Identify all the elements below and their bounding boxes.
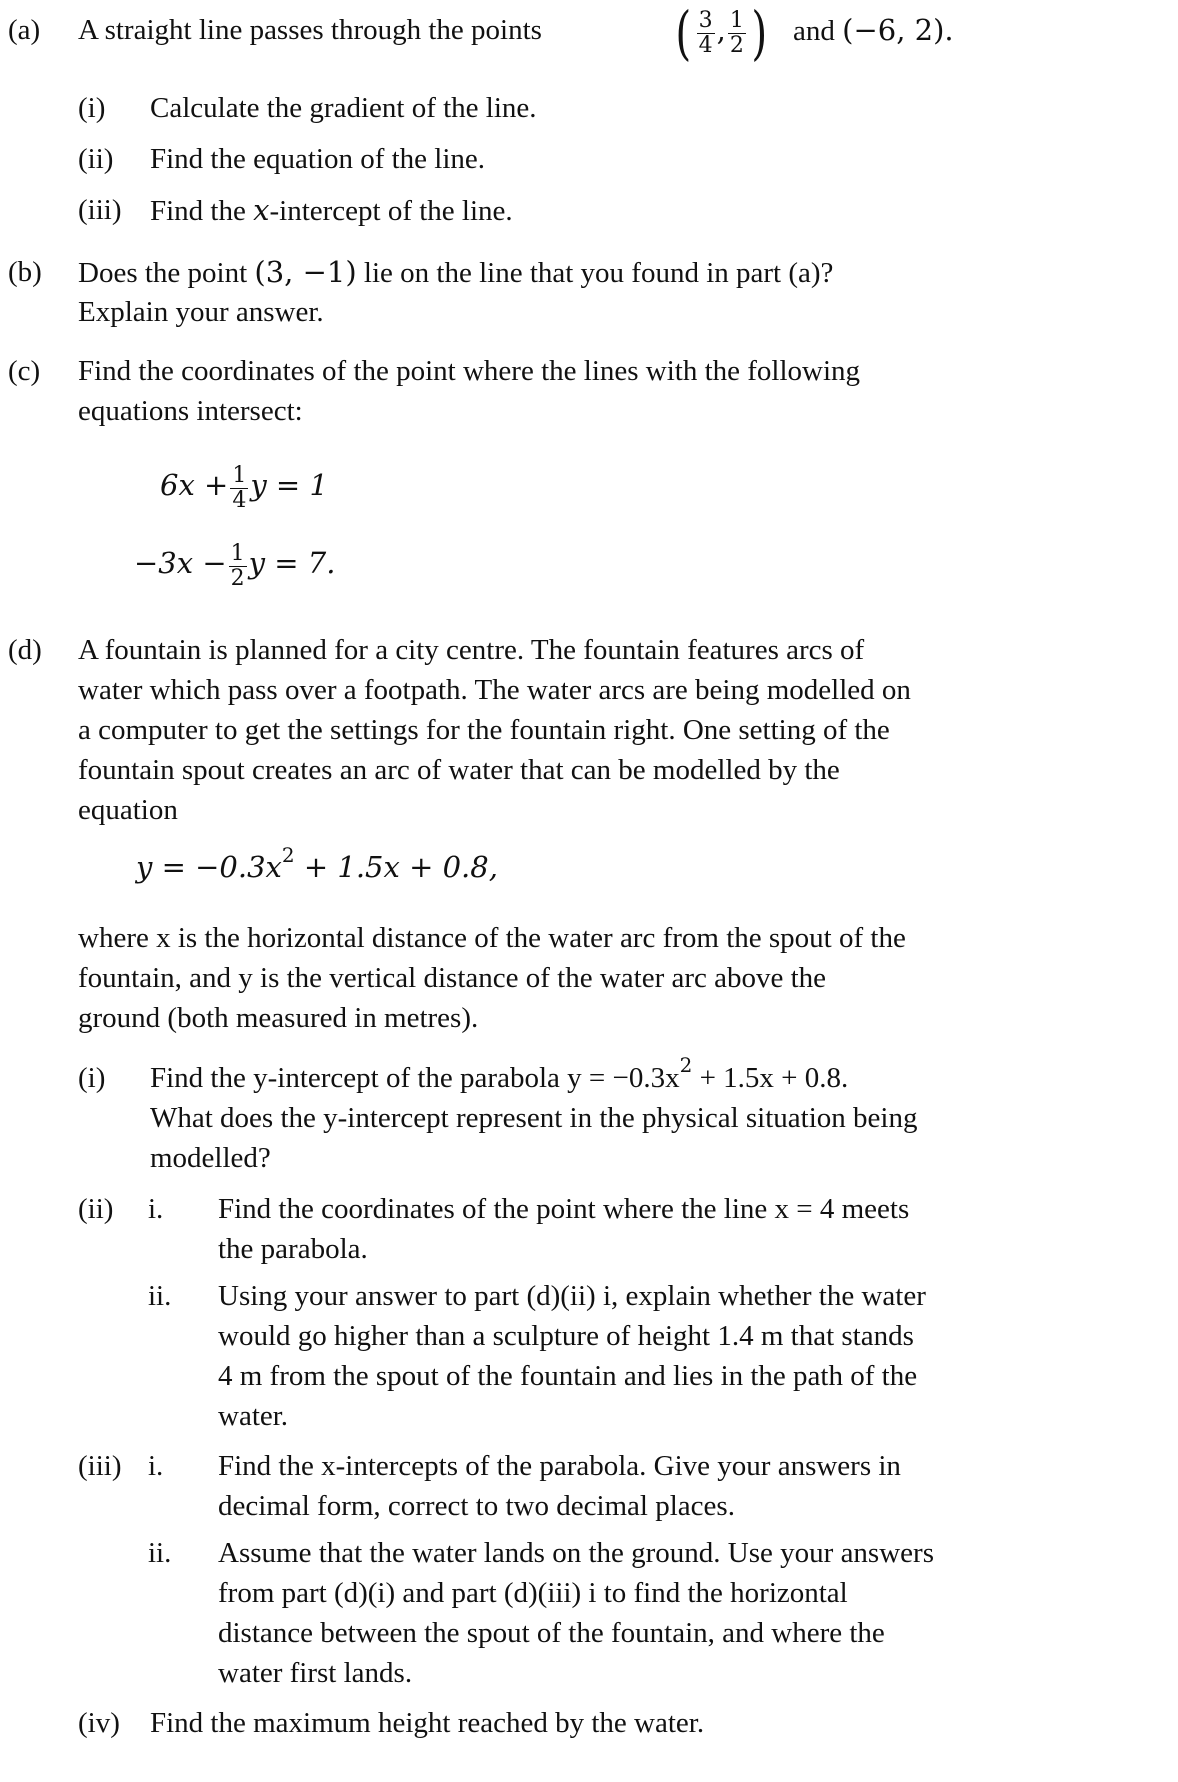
part-d-intro-1: A fountain is planned for a city centre. The fountain features arcs of [78,634,865,666]
part-a-ii-label: (ii) [78,143,114,175]
equation-1: 6x + $\frac{1}{4}$ y = 1 [160,462,328,513]
part-d-ii-1-line2: the parabola. [218,1233,368,1265]
connector-and: and [793,15,835,47]
part-d-iii-2-line4: water first lands. [218,1657,413,1689]
parabola-equation: $y = -0.3x^2 + 1.5x + 0.8$, [136,843,498,884]
part-d-iv-text: Find the maximum height reached by the water. [150,1707,705,1739]
point2: (−6, 2). [842,13,954,47]
part-d-where-2: fountain, and y is the vertical distance of the water arc above the [78,962,827,994]
part-d-ii-1-label: i. [148,1193,164,1225]
part-d-iii-2-label: ii. [148,1537,172,1569]
part-a-ii-text: Find the equation of the line. [150,143,486,175]
part-d-ii-1-line1: Find the coordinates of the point where the line x = 4 meets [218,1193,910,1225]
part-d-iv-label: (iv) [78,1707,120,1739]
part-d-intro-5: equation [78,794,178,826]
point1-y-fraction: $\frac{1}{2}$ [729,7,744,58]
part-a-stem [78,10,542,50]
part-d-where-3: ground (both measured in metres). [78,1002,479,1034]
equation-2: −3x − $\frac{1}{2}$ y = 7. [134,540,336,591]
part-d-iii-2-line1: Assume that the water lands on the ground. Use your answers [218,1537,934,1569]
eq2-fraction: $\frac{1}{2}$ [230,540,245,591]
part-d-iii-1-line1: Find the x-intercepts of the parabola. Give your answers in [218,1450,901,1482]
part-d-iii-2-line3: distance between the spout of the fountain, and where the [218,1617,885,1649]
part-d-intro-2: water which pass over a footpath. The water arcs are being modelled on [78,674,911,706]
part-a-i-text: Calculate the gradient of the line. [150,92,537,124]
part-d-iii-label: (iii) [78,1450,122,1482]
eq1-fraction: $\frac{1}{4}$ [232,462,247,513]
part-d-iii-1-label: i. [148,1450,164,1482]
part-d-ii-2-line1: Using your answer to part (d)(ii) i, explain whether the water [218,1280,926,1312]
part-d-ii-2-line3: 4 m from the spout of the fountain and lies in the path of the [218,1360,918,1392]
part-d-ii-label: (ii) [78,1193,114,1225]
part-c-line2: equations intersect: [78,395,303,427]
part-d-intro-4: fountain spout creates an arc of water that can be modelled by the [78,754,840,786]
part-d-iii-2-line2: from part (d)(i) and part (d)(iii) i to find the horizontal [218,1577,848,1609]
part-d-i-line1: Find the y-intercept of the parabola $y = -0.3x^2 + 1.5x + 0.8$. [150,1053,849,1094]
part-a-point2 [793,10,954,51]
part-b-line2: Explain your answer. [78,296,324,328]
part-c-label: (c) [8,355,41,387]
point1-x-fraction: $\frac{3}{4}$ [698,7,713,58]
left-paren: ( [675,0,692,68]
part-d-i-line2: What does the y-intercept represent in the physical situation being [150,1102,918,1134]
part-d-ii-2-line4: water. [218,1400,289,1432]
part-d-ii-2-line2: would go higher than a sculpture of height 1.4 m that stands [218,1320,914,1352]
part-d-iii-1-line2: decimal form, correct to two decimal places. [218,1490,735,1522]
part-b-label: (b) [8,256,42,288]
part-d-intro-3: a computer to get the settings for the fountain right. One setting of the [78,714,890,746]
part-b-line1: Does the point (3, −1) lie on the line that you found in part (a)? [78,255,834,289]
part-d-i-line3: modelled? [150,1142,271,1174]
part-a-i-label: (i) [78,92,106,124]
part-a-iii-label: (iii) [78,194,122,226]
part-a-iii-text: Find the x-intercept of the line. [150,193,513,227]
part-a-label: (a) [8,14,41,46]
part-d-ii-2-label: ii. [148,1280,172,1312]
part-d-label: (d) [8,634,42,666]
right-paren: ) [751,0,768,68]
part-a-stem-text: A straight line passes through the points [78,14,542,46]
part-d-i-label: (i) [78,1062,106,1094]
part-d-where-1: where x is the horizontal distance of the water arc from the spout of the [78,922,906,954]
part-a-point1: ( $\frac{3}{4}$ , $\frac{1}{2}$ ) [675,0,768,68]
part-c-line1: Find the coordinates of the point where the lines with the following [78,355,861,387]
